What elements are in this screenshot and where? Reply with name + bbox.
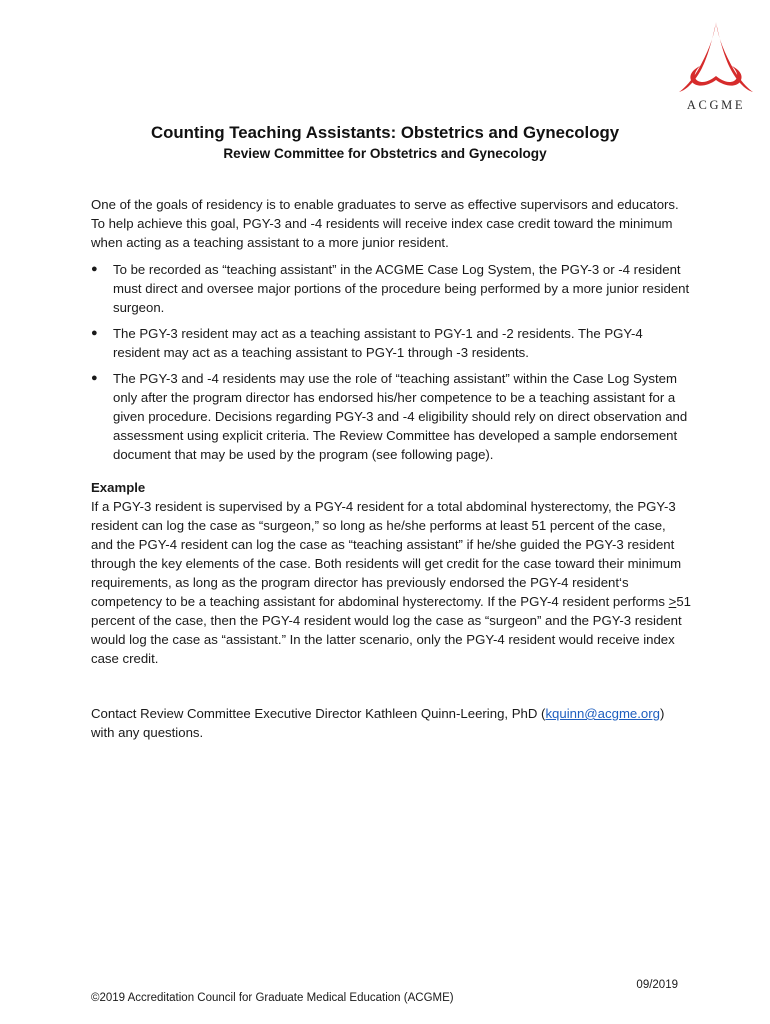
contact-paragraph: [91, 704, 691, 742]
document-date: 09/2019: [636, 979, 678, 991]
document-body: [91, 195, 691, 742]
bullet-item: [91, 260, 691, 317]
bullet-list: [91, 260, 691, 464]
contact-email-link[interactable]: kquinn@acgme.org: [545, 706, 660, 721]
logo-wordmark: ACGME: [686, 98, 746, 112]
acgme-logo: [676, 20, 756, 116]
document-subtitle: Review Committee for Obstetrics and Gynecology: [223, 146, 547, 161]
greater-equal-symbol: >: [668, 594, 677, 609]
bullet-text: To be recorded as “teaching assistant” in the ACGME Case Log System, the PGY-3 or -4 resident must direct and oversee major portions of the procedure being performed by a more junior resident surgeon.: [113, 262, 690, 315]
example-heading: Example: [91, 480, 146, 495]
document-title: Counting Teaching Assistants: Obstetrics and Gynecology: [150, 123, 620, 142]
bullet-item: [91, 324, 691, 362]
contact-text-start: Contact Review Committee Executive Director Kathleen Quinn-Leering, PhD (: [91, 706, 546, 721]
bullet-text: The PGY-3 resident may act as a teaching assistant to PGY-1 and -2 residents. The PGY-4 resident may act as a teaching assistant to PGY-1 through -3 residents.: [113, 326, 643, 360]
bullet-dot-icon: ●: [91, 327, 98, 339]
bullet-text: The PGY-3 and -4 residents may use the role of “teaching assistant” within the Case Log System only after the program director has endorsed his/her competence to be a teaching assistant for a given procedure. Decisions regarding PGY-3 and -4 eligibility should rely on direct observation and assessment using explicit criteria. The Review Committee has developed a sample endorsement document that may be used by the program (see following page).: [113, 371, 688, 462]
bullet-item: [91, 369, 691, 464]
contact-text-end: ) with any questions.: [91, 706, 665, 740]
example-paragraph: [91, 497, 691, 668]
bullet-dot-icon: ●: [91, 372, 98, 384]
intro-paragraph: One of the goals of residency is to enable graduates to serve as effective supervisors and educators. To help achieve this goal, PGY-3 and -4 residents will receive index case credit toward the minimum when acting as a teaching assistant to a more junior resident.: [91, 197, 679, 250]
copyright-notice: ©2019 Accreditation Council for Graduate Medical Education (ACGME): [91, 992, 454, 1004]
example-text-end: 51 percent of the case, then the PGY-4 resident would log the case as “surgeon” and the PGY-3 resident would log the case as “assistant.” In the latter scenario, only the PGY-4 resident would receive index case credit.: [91, 594, 691, 666]
example-text-start: If a PGY-3 resident is supervised by a PGY-4 resident for a total abdominal hysterectomy, the PGY-3 resident can log the case as “surgeon,” so long as he/she performs at least 51 percent of the case, and the PGY-4 resident can log the case as “teaching assistant” if he/she guided the PGY-3 resident through the key elements of the case. Both residents will get credit for the case toward their minimum requirements, as long as the program director has previously endorsed the PGY-4 resident‘s competency to be a teaching assistant for abdominal hysterectomy. If the PGY-4 resident performs: [91, 499, 682, 609]
acgme-logo-icon: [676, 20, 756, 98]
bullet-dot-icon: ●: [91, 263, 98, 275]
